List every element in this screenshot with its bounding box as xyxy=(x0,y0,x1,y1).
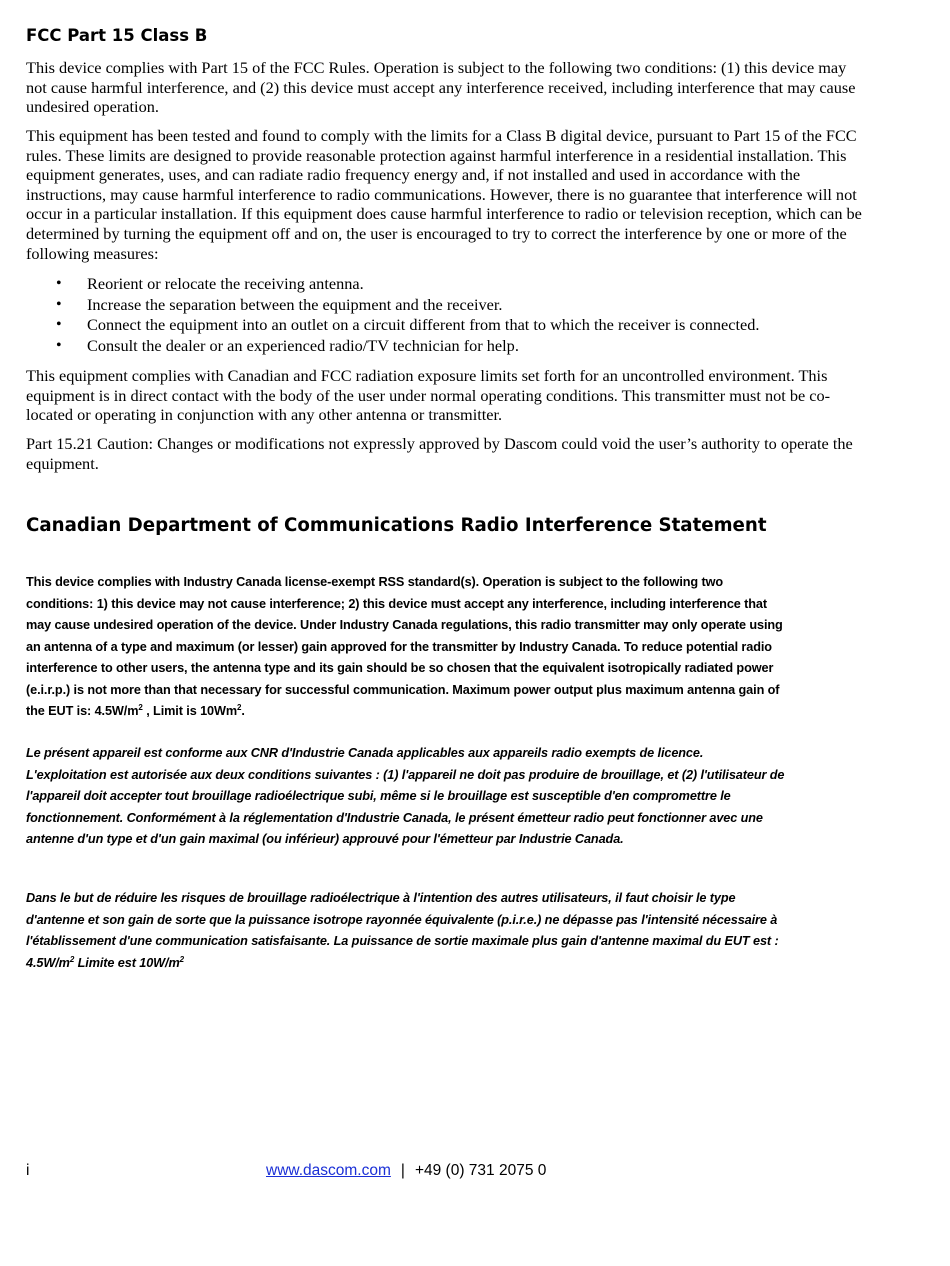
canada-french-paragraph-2 xyxy=(26,888,786,974)
canada-english-text: This device complies with Industry Canada license-exempt RSS standard(s). Operation is subject to the following two conditions: 1) this device may not cause interference; 2) this device must accept any interference, including interference that may cause undesired operation of the device. Under Industry Canada regulations, this radio transmitter may only operate using an antenna of a type and maximum (or lesser) gain approved for the transmitter by Industry Canada. To reduce potential radio interference to other users, the antenna type and its gain should be so chosen that the equivalent isotropically radiated power (e.i.r.p.) is not more than that necessary for successful communication. Maximum power output plus maximum antenna gain of the EUT is: 4.5W/m xyxy=(26,575,783,718)
superscript: 2 xyxy=(237,702,242,712)
fcc-heading: FCC Part 15 Class B xyxy=(26,26,208,45)
fcc-conditions-paragraph: This device complies with Part 15 of the FCC Rules. Operation is subject to the following two conditions: (1) this device may not cause harmful interference, and (2) this device must accept any interference received, including interference that may cause undesired operation. xyxy=(26,58,856,117)
fcc-exposure-paragraph: This equipment complies with Canadian and FCC radiation exposure limits set forth for an uncontrolled environment. This equipment is in direct contact with the body of the user under normal operating conditions. This transmitter must not be co-located or operating in conjunction with any other antenna or transmitter. xyxy=(26,366,831,425)
fcc-measures-list xyxy=(26,274,871,356)
canada-english-limit: , Limit is 10Wm xyxy=(142,704,238,718)
website-link[interactable]: www.dascom.com xyxy=(266,1162,391,1179)
phone-number: +49 (0) 731 2075 0 xyxy=(414,1162,547,1179)
list-item: • Connect the equipment into an outlet on a circuit different from that to which the receiver is connected. xyxy=(26,315,871,336)
canada-english-end: . xyxy=(241,704,245,718)
canada-english-paragraph xyxy=(26,572,786,723)
footer-contact xyxy=(266,1162,546,1180)
superscript: 2 xyxy=(179,954,185,964)
canada-french-limit: Limite est 10W/m xyxy=(74,955,180,970)
page-footer xyxy=(26,1162,871,1184)
canada-french-paragraph-1: Le présent appareil est conforme aux CNR d'Industrie Canada applicables aux appareils radio exempts de licence. L'exploitation est autorisée aux deux conditions suivantes : (1) l'appareil ne doit pas produire de brouillage, et (2) l'utilisateur de l'appareil doit accepter tout brouillage radioélectrique subi, même si le brouillage est susceptible d'en compromettre le fonctionnement. Conformément à la réglementation d'Industrie Canada, le présent émetteur radio peut fonctionner avec une antenne d'un type et d'un gain maximal (ou inférieur) approuvé pour l'émetteur par Industrie Canada. xyxy=(26,746,785,846)
canada-french-text: Dans le but de réduire les risques de brouillage radioélectrique à l'intention des autres utilisateurs, il faut choisir le type d'antenne et son gain de sorte que la puissance isotrope rayonnée équivalente (p.i.r.e.) ne dépasse pas l'intensité nécessaire à l'établissement d'une communication satisfaisante. La puissance de sortie maximale plus gain d'antenne maximal du EUT est : 4.5W/m xyxy=(26,891,779,970)
list-item: • Consult the dealer or an experienced radio/TV technician for help. xyxy=(26,336,871,357)
list-item: • Reorient or relocate the receiving antenna. xyxy=(26,274,871,295)
list-item: • Increase the separation between the equipment and the receiver. xyxy=(26,295,871,316)
canada-heading: Canadian Department of Communications Radio Interference Statement xyxy=(26,515,767,536)
page-number: i xyxy=(26,1162,30,1179)
fcc-caution-paragraph: Part 15.21 Caution: Changes or modifications not expressly approved by Dascom could void the user’s authority to operate the equipment. xyxy=(26,434,853,473)
superscript: 2 xyxy=(69,954,75,964)
fcc-class-b-paragraph: This equipment has been tested and found to comply with the limits for a Class B digital device, pursuant to Part 15 of the FCC rules. These limits are designed to provide reasonable protection against harmful interference in a residential installation. This equipment generates, uses, and can radiate radio frequency energy and, if not installed and used in accordance with the instructions, may cause harmful interference to radio communications. However, there is no guarantee that interference will not occur in a particular installation. If this equipment does cause harmful interference to radio or television reception, which can be determined by turning the equipment off and on, the user is encouraged to try to correct the interference by one or more of the following measures: xyxy=(26,126,862,263)
footer-separator: | xyxy=(400,1162,405,1179)
superscript: 2 xyxy=(138,702,143,712)
